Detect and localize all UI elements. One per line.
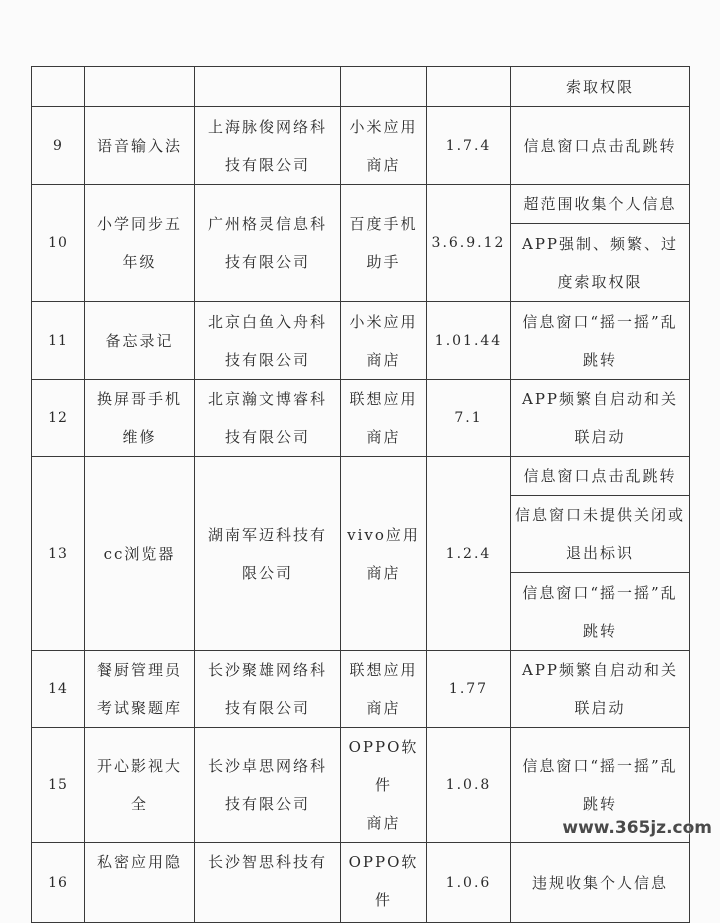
company: 湖南军迈科技有 限公司 [195, 457, 341, 651]
version [427, 67, 511, 107]
watermark: www.365jz.com [562, 818, 712, 838]
company: 长沙聚雄网络科 技有限公司 [195, 651, 341, 728]
company: 长沙卓思网络科 技有限公司 [195, 728, 341, 843]
company: 广州格灵信息科 技有限公司 [195, 185, 341, 302]
app-store: 小米应用 商店 [341, 302, 427, 380]
issue: 信息窗口“摇一摇”乱跳转 [511, 728, 690, 843]
app-name: 换屏哥手机 维修 [85, 380, 195, 457]
app-store: 联想应用 商店 [341, 651, 427, 728]
app-name: 备忘录记 [85, 302, 195, 380]
company: 北京白鱼入舟科 技有限公司 [195, 302, 341, 380]
issue: 信息窗口未提供关闭或退出标识 [511, 496, 690, 573]
issue: 索取权限 [511, 67, 690, 107]
issue: 信息窗口点击乱跳转 [511, 457, 690, 496]
app-store: vivo应用 商店 [341, 457, 427, 651]
row-number: 12 [32, 380, 85, 457]
row-number [32, 67, 85, 107]
issue: 信息窗口点击乱跳转 [511, 107, 690, 185]
row-number: 9 [32, 107, 85, 185]
table-row [32, 107, 690, 185]
app-store: OPPO软件 商店 [341, 728, 427, 843]
app-name: 私密应用隐 [85, 843, 195, 923]
row-number: 15 [32, 728, 85, 843]
version: 1.2.4 [427, 457, 511, 651]
issue: APP频繁自启动和关联启动 [511, 651, 690, 728]
table-row [32, 185, 690, 224]
table-row [32, 651, 690, 728]
table-row [32, 843, 690, 923]
row-number: 13 [32, 457, 85, 651]
app-violation-table [31, 66, 690, 923]
version: 1.0.6 [427, 843, 511, 923]
app-store: 百度手机 助手 [341, 185, 427, 302]
company: 北京瀚文博睿科 技有限公司 [195, 380, 341, 457]
app-name: cc浏览器 [85, 457, 195, 651]
table-row [32, 67, 690, 107]
app-name [85, 67, 195, 107]
version: 1.01.44 [427, 302, 511, 380]
row-number: 14 [32, 651, 85, 728]
app-store: 联想应用 商店 [341, 380, 427, 457]
app-name: 语音输入法 [85, 107, 195, 185]
version: 1.7.4 [427, 107, 511, 185]
issue: 超范围收集个人信息 [511, 185, 690, 224]
app-store: OPPO软件 [341, 843, 427, 923]
issue: APP强制、频繁、过度索取权限 [511, 224, 690, 302]
issue: APP频繁自启动和关联启动 [511, 380, 690, 457]
app-name: 餐厨管理员 考试聚题库 [85, 651, 195, 728]
company: 长沙智思科技有 [195, 843, 341, 923]
app-store [341, 67, 427, 107]
version: 7.1 [427, 380, 511, 457]
issue: 违规收集个人信息 [511, 843, 690, 923]
app-name: 开心影视大 全 [85, 728, 195, 843]
row-number: 16 [32, 843, 85, 923]
version: 3.6.9.12 [427, 185, 511, 302]
issue: 信息窗口“摇一摇”乱跳转 [511, 302, 690, 380]
app-name: 小学同步五 年级 [85, 185, 195, 302]
issue: 信息窗口“摇一摇”乱跳转 [511, 573, 690, 651]
version: 1.77 [427, 651, 511, 728]
table-row [32, 380, 690, 457]
version: 1.0.8 [427, 728, 511, 843]
app-store: 小米应用 商店 [341, 107, 427, 185]
table-row [32, 302, 690, 380]
company: 上海脉俊网络科 技有限公司 [195, 107, 341, 185]
row-number: 11 [32, 302, 85, 380]
row-number: 10 [32, 185, 85, 302]
table-row [32, 457, 690, 496]
company [195, 67, 341, 107]
